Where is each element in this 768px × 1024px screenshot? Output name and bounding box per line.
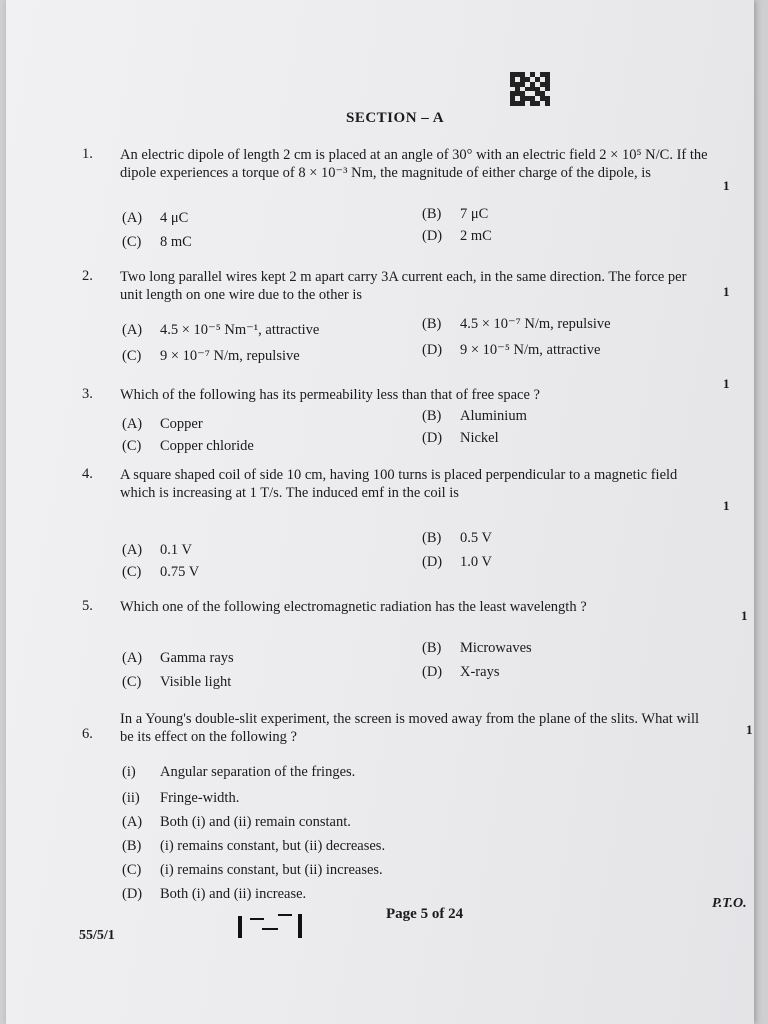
paper-code: 55/5/1 — [79, 928, 115, 943]
question-text: A square shaped coil of side 10 cm, having 100 turns is placed perpendicular to a magnetic field which is increasing at 1 T/s. The induced emf in the coil is — [120, 467, 678, 501]
question-number: 4. — [82, 466, 93, 482]
option-c: (C) Copper chloride — [122, 438, 254, 454]
question-text: In a Young's double-slit experiment, the screen is moved away from the plane of the slits. What will be its effect on the following ? — [120, 711, 700, 745]
option-d: (D) 1.0 V — [422, 554, 492, 570]
marks: 1 — [723, 498, 730, 513]
option-a: (A) 4 μC — [122, 210, 189, 226]
marks: 1 — [723, 178, 730, 193]
sub-item-ii: (ii) Fringe-width. — [122, 790, 240, 806]
option-b: (B) Aluminium — [422, 408, 527, 424]
question-number: 2. — [82, 268, 93, 284]
question-number: 3. — [82, 386, 93, 402]
option-b: (B) 0.5 V — [422, 530, 492, 546]
exam-page — [6, 0, 754, 1024]
option-b: (B) 7 μC — [422, 206, 489, 222]
option-d: (D) X-rays — [422, 664, 500, 680]
question-number: 6. — [82, 726, 93, 742]
option-a: (A) Copper — [122, 416, 203, 432]
pto-label: P.T.O. — [712, 896, 747, 911]
question-text: An electric dipole of length 2 cm is placed at an angle of 30° with an electric field 2 × 10⁵ N/C. If the dipole experiences a torque of 8 × 10⁻³ Nm, the magnitude of either charge of the dipole, is — [120, 147, 708, 181]
option-a: (A) 4.5 × 10⁻⁵ Nm⁻¹, attractive — [122, 322, 320, 338]
question-number: 1. — [82, 146, 93, 162]
option-c: (C) (i) remains constant, but (ii) increases. — [122, 862, 383, 878]
marks: 1 — [746, 722, 753, 737]
marks: 1 — [741, 608, 748, 623]
option-b: (B) (i) remains constant, but (ii) decreases. — [122, 838, 386, 854]
option-b: (B) 4.5 × 10⁻⁷ N/m, repulsive — [422, 316, 611, 332]
option-d: (D) 2 mC — [422, 228, 492, 244]
option-c: (C) 9 × 10⁻⁷ N/m, repulsive — [122, 348, 300, 364]
option-d: (D) Nickel — [422, 430, 499, 446]
page-number: Page 5 of 24 — [386, 906, 464, 922]
option-a: (A) 0.1 V — [122, 542, 192, 558]
question-text: Which one of the following electromagnetic radiation has the least wavelength ? — [120, 599, 587, 615]
section-title: SECTION – A — [346, 110, 445, 126]
marks: 1 — [723, 284, 730, 299]
option-c: (C) 8 mC — [122, 234, 192, 250]
option-b: (B) Microwaves — [422, 640, 532, 656]
option-a: (A) Both (i) and (ii) remain constant. — [122, 814, 351, 830]
option-c: (C) Visible light — [122, 674, 232, 690]
option-c: (C) 0.75 V — [122, 564, 200, 580]
option-a: (A) Gamma rays — [122, 650, 234, 666]
option-d: (D) 9 × 10⁻⁵ N/m, attractive — [422, 342, 601, 358]
question-text: Two long parallel wires kept 2 m apart carry 3A current each, in the same direction. The force per unit length on one wire due to the other is — [120, 269, 687, 303]
option-d: (D) Both (i) and (ii) increase. — [122, 886, 307, 902]
question-number: 5. — [82, 598, 93, 614]
sub-item-i: (i) Angular separation of the fringes. — [122, 764, 356, 780]
marks: 1 — [723, 376, 730, 391]
qr-code-icon — [510, 72, 550, 106]
barcode-icon — [236, 910, 316, 940]
question-text: Which of the following has its permeability less than that of free space ? — [120, 387, 540, 403]
